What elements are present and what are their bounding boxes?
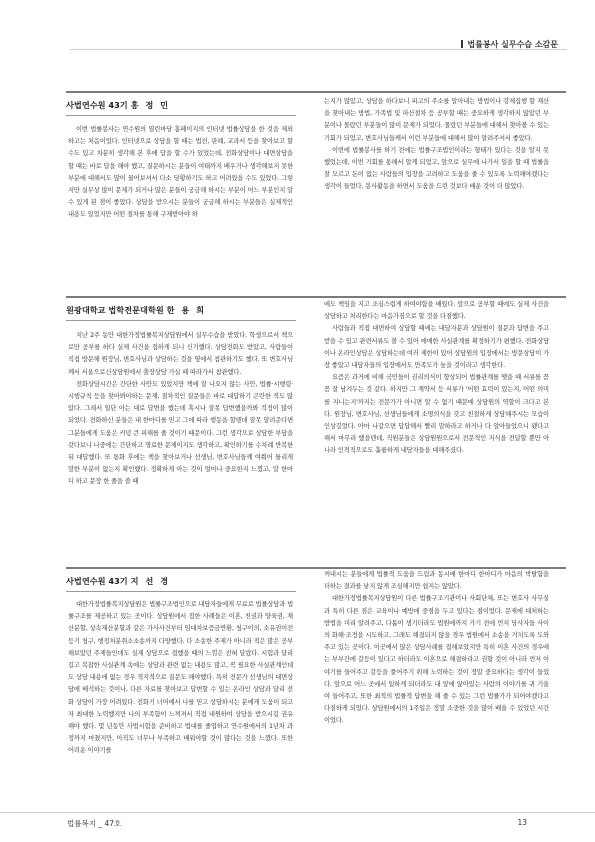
section-author-rule <box>66 591 296 592</box>
left-column <box>68 330 293 489</box>
essay-section-2 <box>66 296 566 561</box>
left-column <box>68 124 293 222</box>
author-name: 지 선 경 <box>130 576 170 586</box>
paragraph: 전화상담시간은 간단한 사안도 있었지만 책에 잘 나오지 않는 사안, 법률·시행령·시행규칙 등을 찾아봐야하는 문제, 절차적인 질문들은 바로 대답하기 곤란한 적도 많았다. 그래서 일단 아는 대로 답변을 했는데 혹시나 잘못 답변했을까봐 걱정이 많이 되었다. 전화하신 분들은 내 한마디를 믿고 그에 따라 행동을 할텐데 잘못 알려준다면 그분들에게 도움은 커녕 큰 피해를 줄 것이기 때문이다. 그런 생각으로 상담한 부담을 갖다보니 나중에는 간단하고 명료한 문제이지도 생각하고, 확인하기를 수차례 반복한 뒤 대답했다. 또 통화 후에는 책을 찾아보거나 선생님, 변호사님들께 여쭤어 틀리게 말한 부분이 없는지 확인했다. 정확하게 아는 것이 얼마나 중요한지 느꼈고, 말 한마디 하고 문장 한 줄을 쓸 때 <box>68 380 293 486</box>
running-header <box>461 39 558 50</box>
author-line <box>66 305 206 316</box>
paragraph: 이번에 법률봉사를 하기 전에는 법률구조법인이라는 형태가 있다는 것을 알지 못했었는데, 이번 기회를 통해서 알게 되었고, 앞으로 실무에 나가서 일을 할 때 법률을 잘 모르고 돈이 없는 사람들의 입장을 고려하고 도움을 줄 수 있도록 노력해야겠다는 생각이 들었다. 봉사활동을 하면서 도움을 드린 것보다 배운 것이 더 많았다. <box>324 146 549 191</box>
right-column <box>324 96 549 194</box>
right-column <box>324 299 549 458</box>
paragraph: 대한가정법률복지상담원은 법률구조법인으로 내담자들에게 무료로 법률상담과 법률구조를 제공하고 있는 곳이다. 상담원에서 접한 사례들은 이혼, 친권과 양육권, 재산분할, 상속재산분할과 같은 가사사건부터 임대차보증금반환, 청구이의, 소유권이전등기 청구, 행정처분취소소송까지 다양했다. 다 소송한 주제가 아니라 적은 많은 공부해보았던 주제들인데도 실제 상담으로 접했을 때의 느낌은 전혀 달랐다. 시험과 달리 길고 복잡한 사실관계 속에는 상담과 관련 없는 내용도 많고, 꼭 필요한 사실관계인데도 상담 내용에 없는 경우 적지적으로 질문도 해야했다. 특히 전문가 선생님의 대면상담에 배석하는 것이나, 다른 자료를 찾아보고 답변할 수 있는 온라인 상담과 달리 전화 상담이 가장 어려웠다. 전화기 너머에서 나를 믿고 상담하시는 분에게 도움이 되고자 최대한 노력했지만 나의 부족함이 느껴져서 직접 내원하여 상담을 받으시길 권유해야 했다. 몇 년동안 사법시험을 준비하고 법대를 졸업하고 연수원에서의 1년차 과정까지 마쳤지만, 아직도 너무나 부족하고 배워야할 것이 많다는 것을 느꼈다. 또한 어려운 이야기를 <box>68 601 293 755</box>
footer-rule <box>0 812 595 813</box>
section-author-rule <box>66 320 296 321</box>
section-top-rule <box>66 296 566 298</box>
header-bar <box>461 40 463 48</box>
left-column <box>68 599 293 758</box>
page-number: 13 <box>517 818 527 827</box>
header-title: 법률봉사 실무수습 소감문 <box>467 40 558 49</box>
paragraph: 요즘은 과거에 비해 국민들이 권리의식이 향상되어 법률관계를 맺을 때 서류를 꼼꼼 잘 남겨두는 것 같다. 하지만 그 계약서 등 서류가 '어떤 효력이 있는지, 어떤 의미를 지니는지'까지는 전문가가 아니면 알 수 없기 때문에 상담원의 역할이 크다고 본다. 원장님, 변호사님, 선생님들에게 소명의식을 갖고 친절하게 상담해주시는 모습이 인상깊었다. 아마 나같으면 답답해서 빨리 말하라고 하거나 다 알아들었으니 됐다고 해서 마무리 했을텐데, 직원분들은 상담원원으로서 전문적인 지식을 전달할 뿐만 아니라 인격적으로도 훌륭하게 내담자들을 대해주셨다. <box>324 374 549 455</box>
author-line <box>66 576 170 587</box>
section-top-rule <box>66 91 566 93</box>
footer-publication: 법률복지 _ 47호 <box>67 819 122 828</box>
author-name: 홍 정 민 <box>130 100 170 110</box>
paragraph: 꺼내시는 분들에게 법률적 도움을 드림과 동시에 한마디 한마디가 마음의 박탈함을 더하는 결과를 낳지 않게 조심해지만 쉽지는 않았다. <box>324 571 549 591</box>
author-affiliation: 사법연수원 43기 <box>66 576 131 586</box>
author-line <box>66 100 170 111</box>
paragraph: 사람들과 직접 대면하여 상담할 때에는 내담자분과 상담원이 질문과 답변을 주고받을 수 있고 관련서류도 볼 수 있어 애매한 사실관계를 확정하기가 편했다. 전화상담이나 온라인상담은 상담하는데 여러 제한이 있어 상담원의 입장에서는 방문상담이 가장 좋았고 내담자들의 입장에서도 만족도가 높을 것이라고 생각한다. <box>324 325 549 370</box>
paragraph: 이번 법률봉사는 연수원의 열린마당 홈페이지의 인터넷 법률상담을 한 것을 제외하고는 처음이었다. 인터넷으로 상담을 할 때는 법전, 판례, 교과서 등을 찾아보고 할 수도 있고 차분히 생각해 본 후에 답을 할 수가 있었는데, 전화상담이나 대면상담을 할 때는 바로 답을 해야 했고, 질문하시는 분들이 여태까지 배우거나 생각해보지 못한 부분에 대해서도 많이 물어보셔서 다소 당황하기도 하고 어려웠을 수도 있었다. 그렇지만 실무상 많이 문제가 되거나 많은 분들이 궁금해 하시는 부분이 어느 부분인지 알 수 있게 된 점이 좋았다. 상담을 받으시는 분들이 궁금해 하시는 부분들은 실제적인 내용도 있었지만 어떤 절차를 통해 구제받아야 하 <box>68 126 293 219</box>
section-author-rule <box>66 115 296 116</box>
paragraph: 대한가정법률복지상담원이 다른 법률구조기관이나 사회단체, 또는 변호사 사무실과 특히 다른 점은 교육이나 예방에 중점을 두고 있다는 점이었다. 문제에 대처하는 방법을 미리 알려주고, 다툼이 생기더라도 법원에까지 가기 전에 먼저 당사자들 사이의 화해·조정을 시도하고, 그래도 해결되지 않을 경우 법원에서 소송을 거치도록 도와주고 있는 곳이다. 이곳에서 많은 상담사례를 접해보았지만 특히 이혼 사건의 경우에는 부부간에 갈등이 있다고 하더라도 이혼으로 해결하라고 권할 것이 아니라 먼저 이야기를 들어주고 갈등을 풀어주기 위해 노력하는 것이 정말 중요하다는 생각이 들었다. 앞으로 어느 곳에서 일하게 되더라도 내 앞에 앉아있는 사람의 이야기를 귀 기울여 들어주고, 또한 최적의 법률적 답변을 해 줄 수 있는 그런 법률가가 되어야겠다고 다짐하게 되었다. 상담원에서의 1주일은 정말 소중한 것을 많이 배울 수 있었던 시간이었다. <box>324 595 549 725</box>
essay-section-1 <box>66 91 566 291</box>
author-affiliation: 원광대학교 법학전문대학원 <box>66 305 167 315</box>
paragraph: 는지가 많았고, 상담을 하다보니 피고의 주소를 알아내는 방법이나 강제집행 할 재산을 찾아내는 방법, 가족법 및 파산절차 등 공부할 때는 중요하게 생각하지 않았던 부분이나 몰랐던 부분들이 많이 문제가 되었다. 몰랐던 부분들에 대해서 찾아볼 수 있는 기회가 되었고, 변호사님들께서 이런 부분들에 대해서 많이 알려주셔서 좋았다. <box>324 98 549 142</box>
right-column <box>324 569 549 728</box>
paragraph: 지난 2주 동안 대한가정법률복지상담원에서 실무수습을 받았다. 학생으로서 책으로만 공부를 하다 실제 사건을 접하게 되니 신기했다. 상담전화도 받았고, 사람들이 직접 방문해 원장님, 변호사님과 상담하는 것을 옆에서 참관하기도 했다. 또 변호사님께서 서울으로신상담원에서 출장상담 가실 때 따라가서 참관했다. <box>68 332 293 376</box>
author-affiliation: 사법연수원 43기 <box>66 100 131 110</box>
essay-section-3 <box>66 567 566 811</box>
paragraph: 에도 책임을 지고 조심스럽게 하여야함을 배웠다. 앞으로 공부할 때에도 실제 사건을 상담하고 처리한다는 마음가짐으로 할 것을 다짐했다. <box>324 301 549 321</box>
author-name: 한 용 희 <box>166 305 207 315</box>
